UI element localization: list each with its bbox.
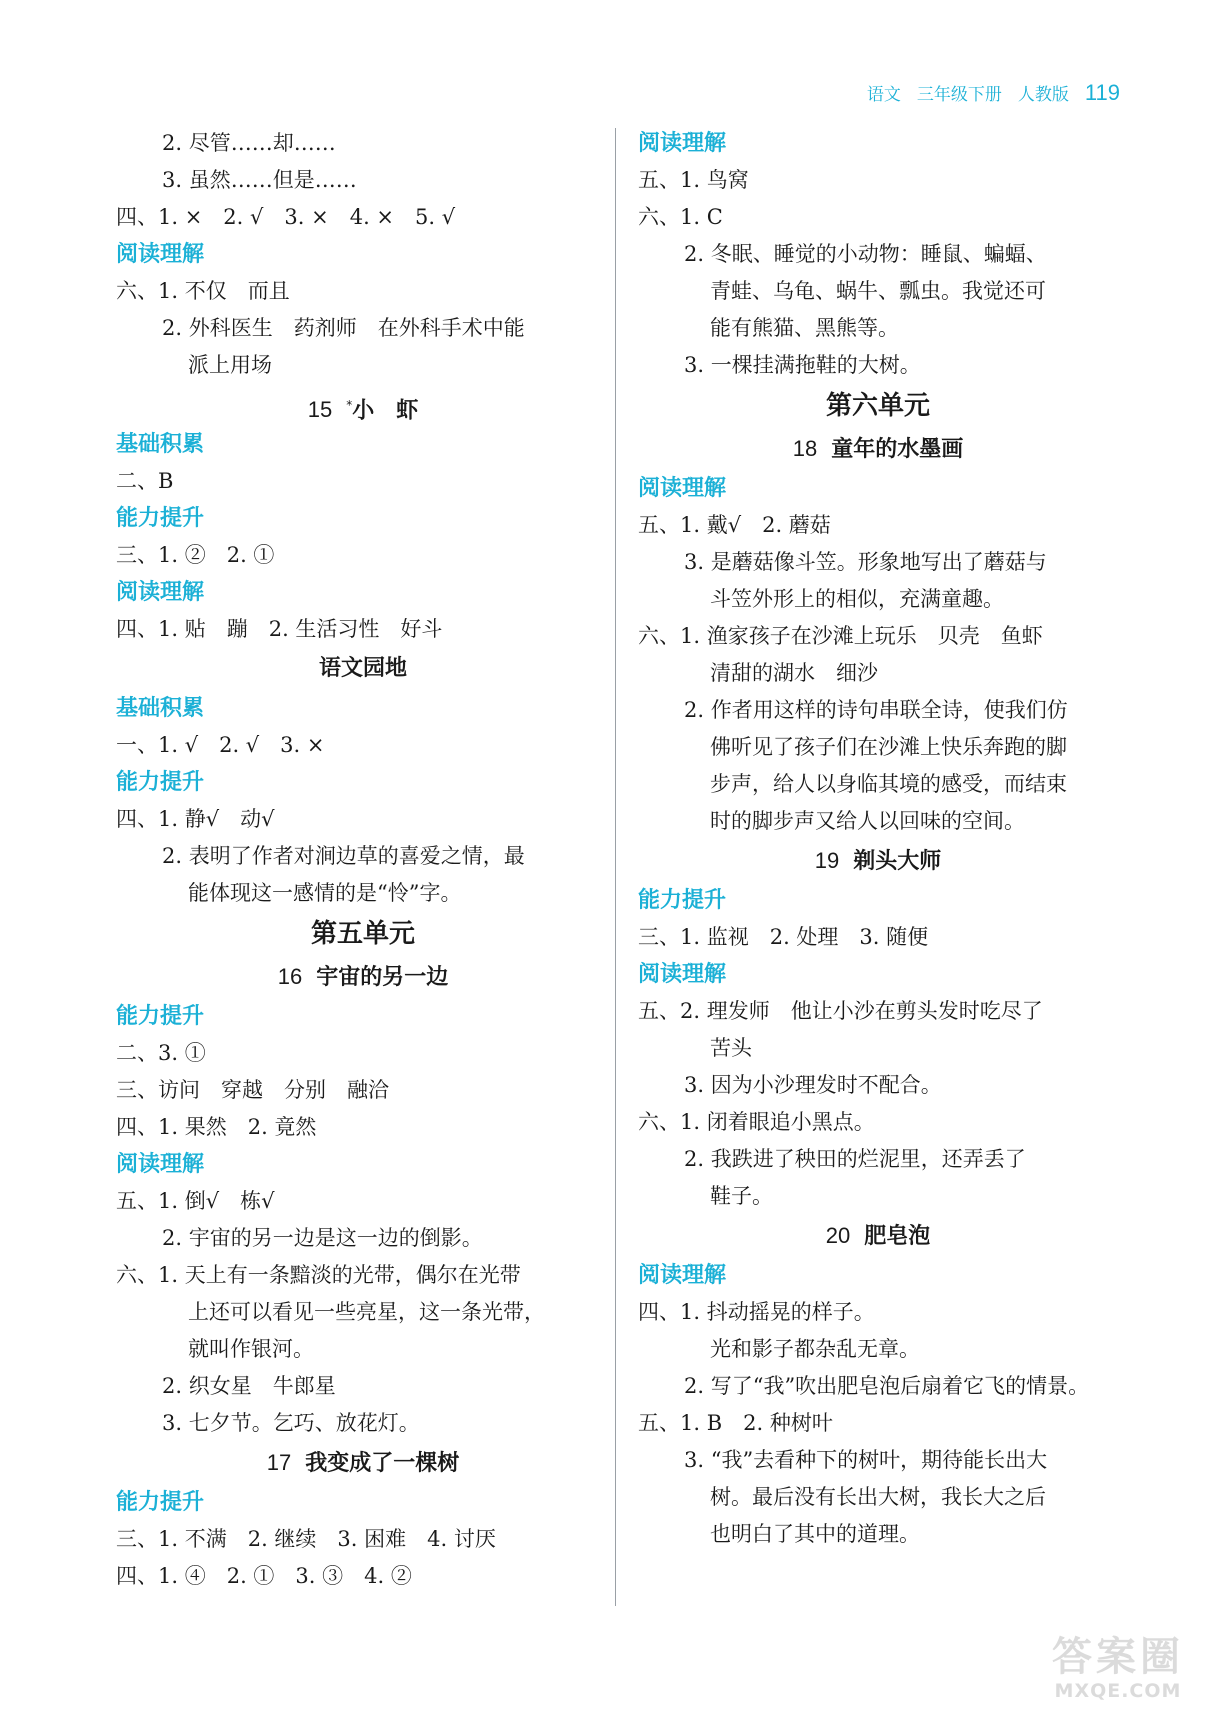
watermark-url: MXQE.COM [1054,1680,1182,1702]
answer-line: 清甜的湖水 细沙 [710,661,878,685]
lesson-title-text: 小 虾 [352,398,419,424]
answer-line: 鞋子。 [710,1184,773,1208]
answer-line: 五、1. B 2. 种树叶 [638,1411,833,1435]
unit-title: 第六单元 [825,391,930,421]
answer-line: 能有熊猫、黑熊等。 [710,316,899,340]
answer-line: 2. 冬眠、睡觉的小动物：睡鼠、蝙蝠、 [684,242,1047,266]
lesson-number: 20 [825,1223,851,1248]
answer-line: 四、1. 抖动摇晃的样子。 [638,1300,875,1324]
answer-line: 五、1. 倒√ 栋√ [116,1189,275,1213]
lesson-title [116,956,610,998]
answer-line: 四、1. × 2. √ 3. × 4. × 5. √ [116,205,456,229]
answer-line: 斗笠外形上的相似，充满童趣。 [710,587,1004,611]
left-column [116,125,610,1595]
header-grade: 三年级下册 [916,85,1002,105]
lesson-title [638,1215,1118,1257]
section-heading: 阅读理解 [116,242,205,267]
lesson-title-text: 宇宙的另一边 [316,965,449,990]
section-heading: 阅读理解 [116,1152,205,1177]
answer-line: 六、1. 不仅 而且 [116,279,290,303]
answer-line: 2. 表明了作者对涧边草的喜爱之情，最 [162,844,525,868]
answer-line: 一、1. √ 2. √ 3. × [116,733,325,757]
lesson-title [116,384,610,426]
lesson-title-text: 我变成了一棵树 [305,1451,460,1476]
answer-line: 2. 外科医生 药剂师 在外科手术中能 [162,316,525,340]
answer-line: 六、1. C [638,205,723,229]
answer-line: 2. 尽管……却…… [162,131,336,155]
answer-line: 2. 写了“我”吹出肥皂泡后扇着它飞的情景。 [684,1374,1090,1398]
answer-line: 三、访问 穿越 分别 融洽 [116,1078,389,1102]
unit-title: 第五单元 [310,919,415,949]
answer-line: 四、1. ④ 2. ① 3. ③ 4. ② [116,1564,412,1588]
watermark-logo [1030,1635,1206,1707]
answer-line: 五、2. 理发师 他让小沙在剪头发时吃尽了 [638,999,1043,1023]
answer-line: 3. 一棵挂满拖鞋的大树。 [684,353,921,377]
answer-line: 三、1. ② 2. ① [116,543,275,567]
right-column [638,125,1118,1553]
answer-line: 二、B [116,469,174,493]
answer-line: 苦头 [710,1036,752,1060]
answer-line: 时的脚步声又给人以回味的空间。 [710,809,1025,833]
lesson-optional-mark: * [346,398,353,412]
answer-line: 3. 因为小沙理发时不配合。 [684,1073,942,1097]
answer-line: 五、1. 鸟窝 [638,168,749,192]
answer-line: 三、1. 不满 2. 继续 3. 困难 4. 讨厌 [116,1527,496,1551]
answer-line: 六、1. 渔家孩子在沙滩上玩乐 贝壳 鱼虾 [638,624,1043,648]
column-divider [615,128,616,1606]
section-heading: 基础积累 [116,696,205,721]
section-heading: 能力提升 [116,506,205,531]
answer-line: 2. 作者用这样的诗句串联全诗，使我们仿 [684,698,1068,722]
lesson-title [638,428,1118,470]
answer-line: 步声，给人以身临其境的感受，而结束 [710,772,1067,796]
watermark-main: 答案圈 [1052,1634,1184,1680]
section-heading: 能力提升 [116,770,205,795]
answer-line: 四、1. 贴 蹦 2. 生活习性 好斗 [116,617,443,641]
page-number: 119 [1084,80,1120,105]
answer-line: 青蛙、乌龟、蜗牛、瓢虫。我觉还可 [710,279,1046,303]
lesson-title-text: 肥皂泡 [864,1224,931,1249]
header-subject: 语文 [866,85,901,105]
section-heading: 能力提升 [116,1490,205,1515]
answer-line: 二、3. ① [116,1041,206,1065]
answer-line: 能体现这一感情的是“怜”字。 [188,881,462,905]
lesson-title [638,840,1118,882]
header-edition: 人教版 [1017,85,1069,105]
answer-line: 树。最后没有长出大树，我长大之后 [710,1485,1046,1509]
section-heading: 基础积累 [116,432,205,457]
answer-line: 六、1. 闭着眼追小黑点。 [638,1110,875,1134]
lesson-title [116,1442,610,1484]
lesson-number: 18 [792,436,818,461]
section-heading: 阅读理解 [638,131,727,156]
section-heading: 阅读理解 [116,580,205,605]
answer-line: 四、1. 果然 2. 竟然 [116,1115,317,1139]
answer-line: 光和影子都杂乱无章。 [710,1337,920,1361]
section-heading: 能力提升 [116,1004,205,1029]
answer-line: 3. 虽然……但是…… [162,168,357,192]
lesson-number: 17 [266,1450,292,1475]
answer-line: 三、1. 监视 2. 处理 3. 随便 [638,925,929,949]
answer-line: 派上用场 [188,353,272,377]
answer-line: 六、1. 天上有一条黯淡的光带，偶尔在光带 [116,1263,521,1287]
answer-line: 2. 织女星 牛郎星 [162,1374,336,1398]
lesson-number: 19 [814,848,840,873]
answer-line: 3. 是蘑菇像斗笠。形象地写出了蘑菇与 [684,550,1047,574]
lesson-title-text: 童年的水墨画 [831,437,964,462]
answer-line: 佛听见了孩子们在沙滩上快乐奔跑的脚 [710,735,1067,759]
answer-line: 上还可以看见一些亮星，这一条光带， [188,1300,545,1324]
lesson-title-text: 语文园地 [318,656,407,681]
answer-line: 也明白了其中的道理。 [710,1522,920,1546]
answer-line: 四、1. 静√ 动√ [116,807,275,831]
answer-line: 3. “我”去看种下的树叶，期待能长出大 [684,1448,1048,1472]
lesson-number: 15 [307,397,333,423]
answer-line: 2. 宇宙的另一边是这一边的倒影。 [162,1226,483,1250]
section-heading: 阅读理解 [638,476,727,501]
running-header [867,80,1120,110]
lesson-number: 16 [277,964,303,989]
lesson-title-text: 剃头大师 [853,849,942,874]
section-heading: 阅读理解 [638,1263,727,1288]
section-heading: 阅读理解 [638,962,727,987]
answer-line: 3. 七夕节。乞巧、放花灯。 [162,1411,420,1435]
answer-line: 五、1. 戴√ 2. 蘑菇 [638,513,831,537]
section-heading: 能力提升 [638,888,727,913]
answer-line: 2. 我跌进了秧田的烂泥里，还弄丢了 [684,1147,1026,1171]
answer-line: 就叫作银河。 [188,1337,314,1361]
lesson-title [116,648,610,690]
